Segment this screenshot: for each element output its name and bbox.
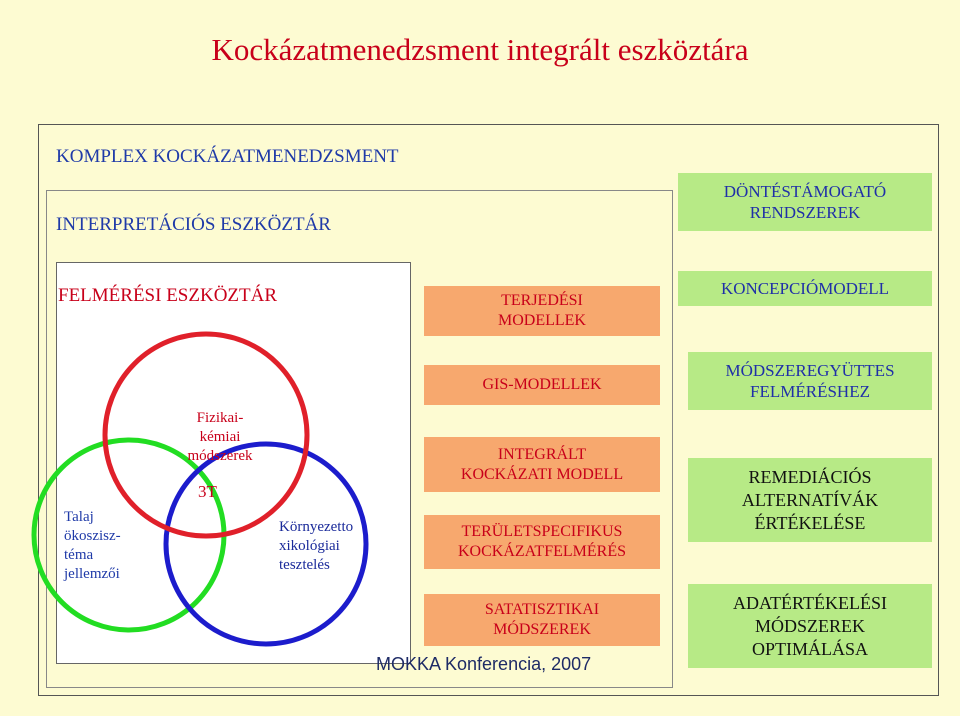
terjedesi-modellek-box: TERJEDÉSI MODELLEK (424, 286, 660, 336)
felmeresi-label: FELMÉRÉSI ESZKÖZTÁR (58, 285, 278, 306)
adatertekelesi-box: ADATÉRTÉKELÉSI MÓDSZEREK OPTIMÁLÁSA (688, 584, 932, 668)
dontestamogato-box: DÖNTÉSTÁMOGATÓ RENDSZEREK (678, 173, 932, 231)
venn-red-label: Fizikai- kémiai módszerek (187, 410, 253, 464)
venn-green-label: Talaj ökoszisz- téma jellemzői (64, 509, 121, 582)
venn-blue-label: Környezetto xikológiai tesztelés (279, 519, 354, 573)
venn-center-label: 3T (198, 482, 217, 501)
gis-modellek-box: GIS-MODELLEK (424, 365, 660, 405)
remediacios-box: REMEDIÁCIÓS ALTERNATÍVÁK ÉRTÉKELÉSE (688, 458, 932, 542)
komplex-label: KOMPLEX KOCKÁZATMENEDZSMENT (56, 146, 399, 167)
modszeregyuttes-box: MÓDSZEREGYÜTTES FELMÉRÉSHEZ (688, 352, 932, 410)
footer-conference: MOKKA Konferencia, 2007 (376, 654, 592, 674)
teruletspecifikus-box: TERÜLETSPECIFIKUS KOCKÁZATFELMÉRÉS (424, 515, 660, 569)
integralt-kockazati-modell-box: INTEGRÁLT KOCKÁZATI MODELL (424, 437, 660, 492)
statisztikai-modszerek-box: SATATISZTIKAI MÓDSZEREK (424, 594, 660, 646)
page-title: Kockázatmenedzsment integrált eszköztára (211, 32, 749, 67)
interpretacios-label: INTERPRETÁCIÓS ESZKÖZTÁR (56, 214, 331, 235)
koncepciomodell-box: KONCEPCIÓMODELL (678, 271, 932, 306)
